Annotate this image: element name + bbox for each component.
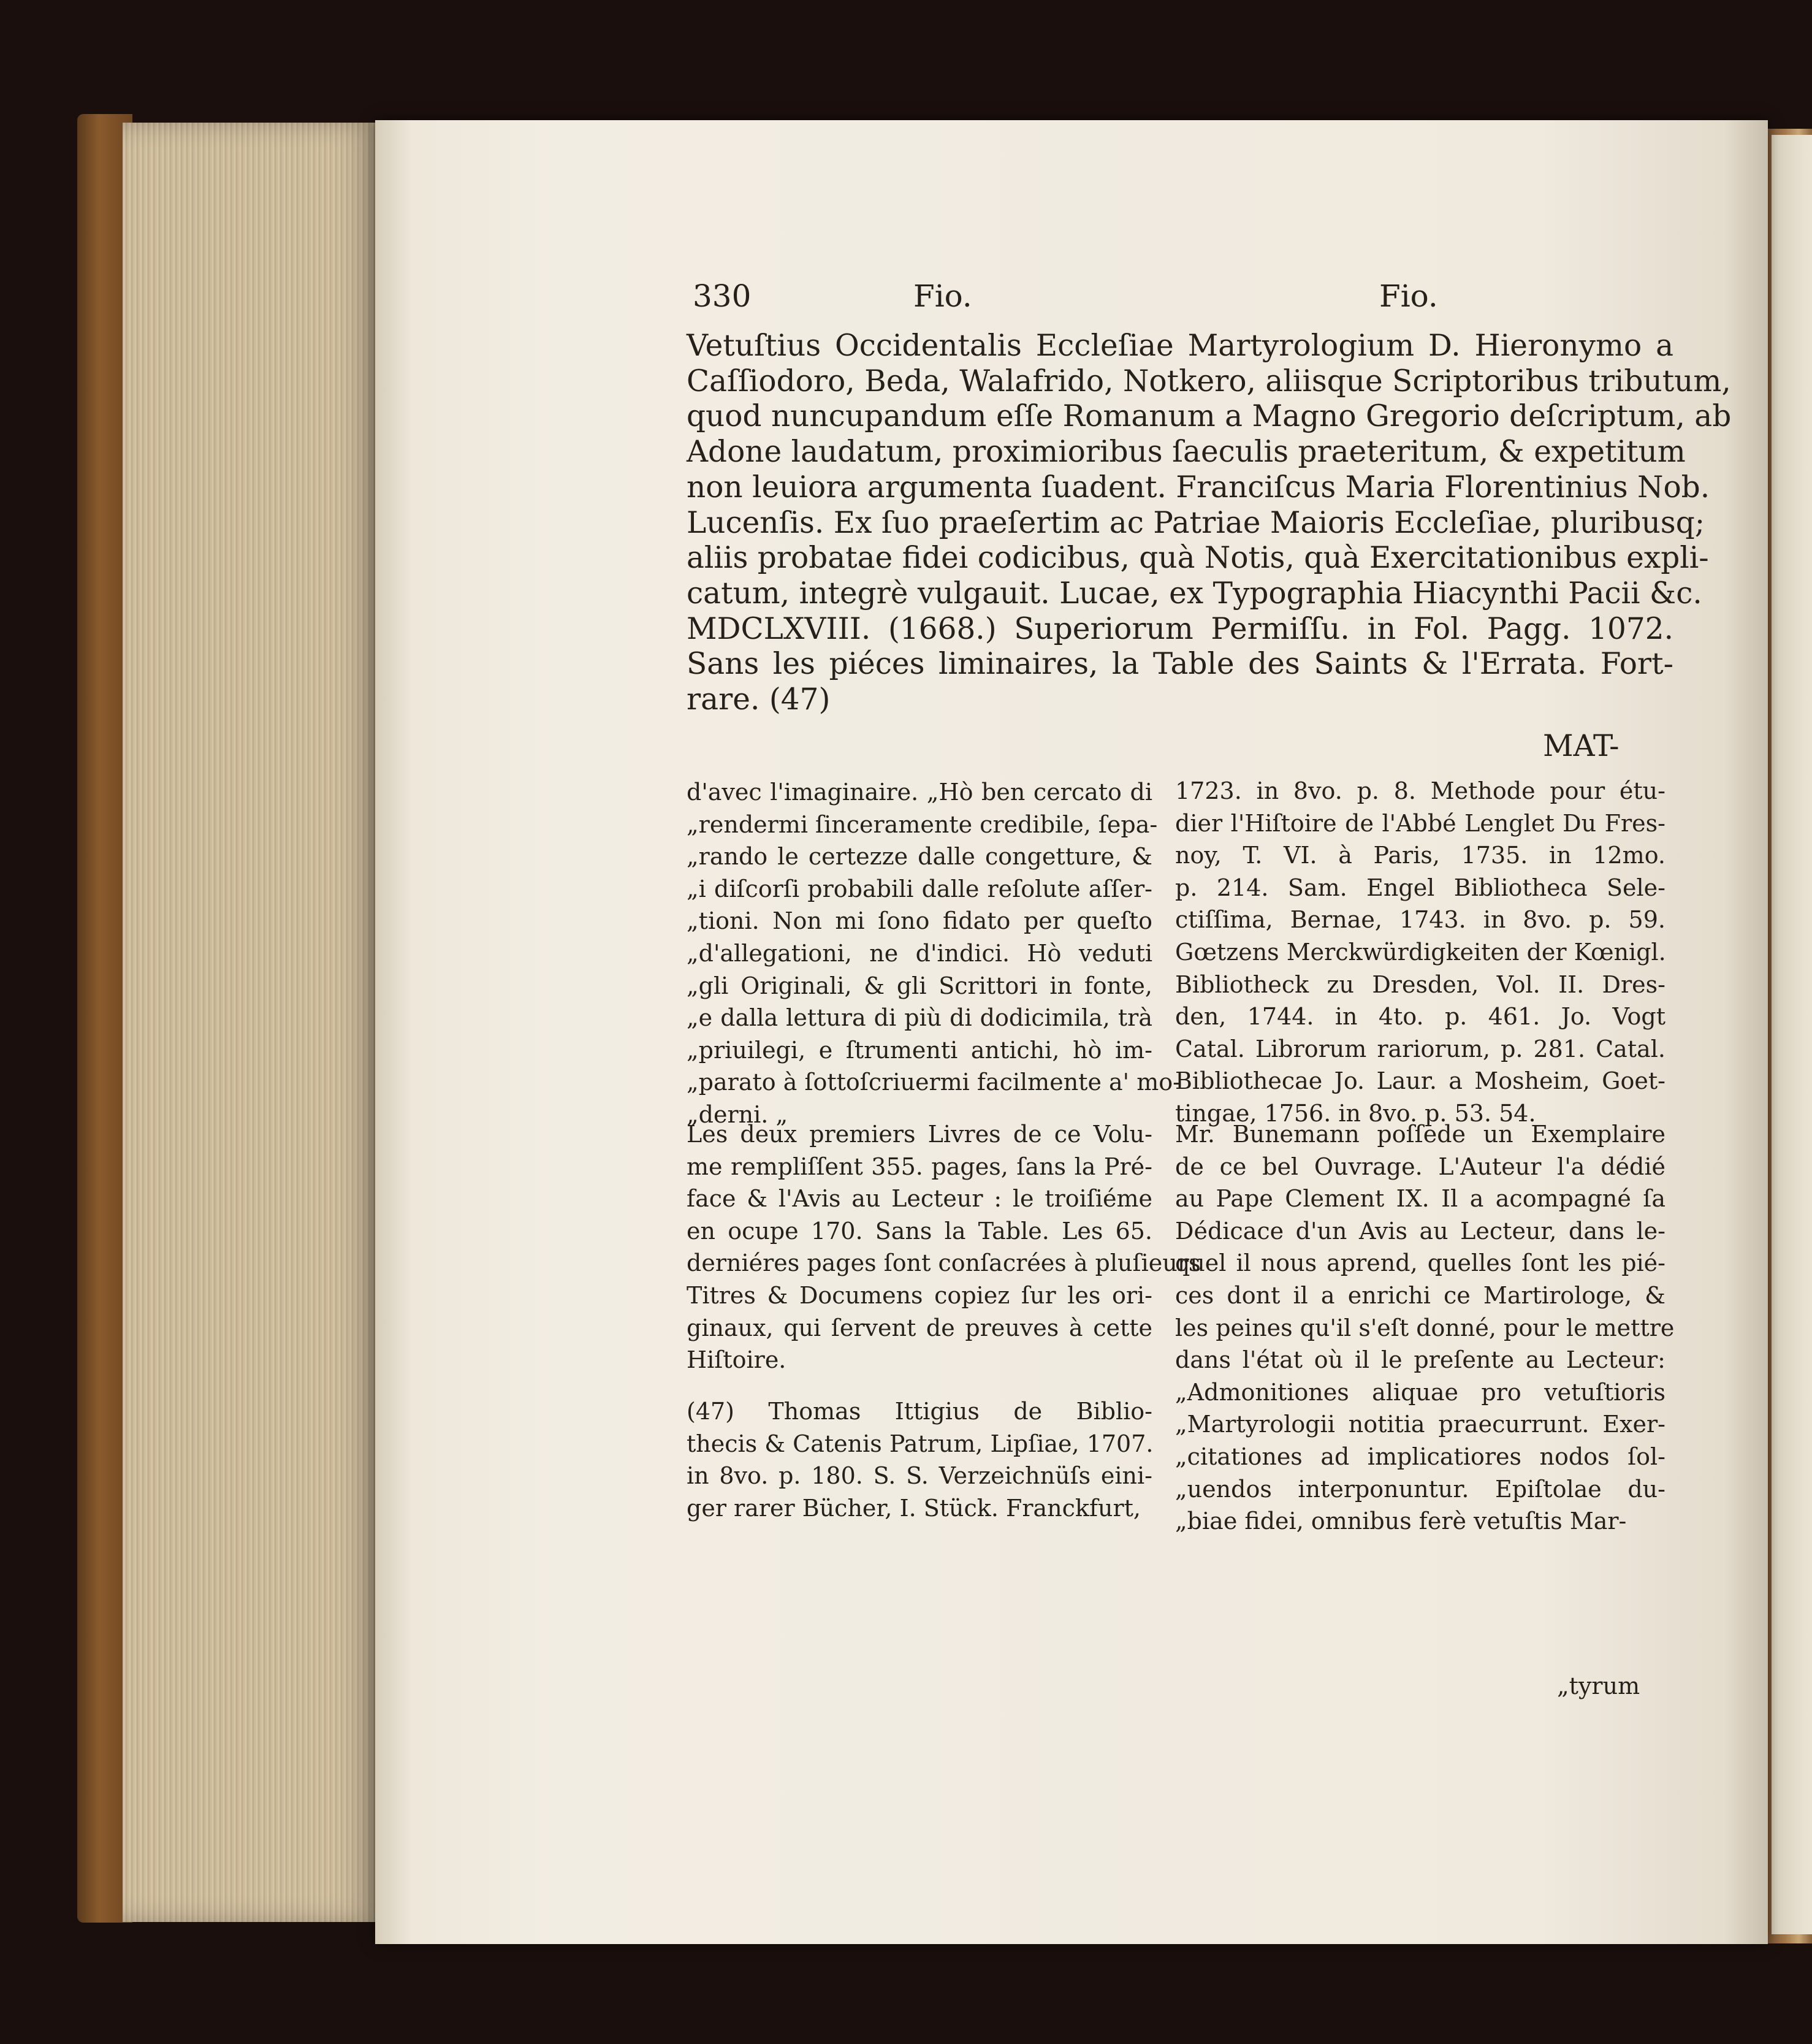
page-edges bbox=[123, 123, 380, 1922]
text-line: Hiſtoire. bbox=[687, 1346, 786, 1374]
text-line: dier l'Hiſtoire de l'Abbé Lenglet Du Fres- bbox=[1175, 809, 1665, 837]
text-line: p. 214. Sam. Engel Bibliotheca Sele- bbox=[1175, 874, 1665, 901]
text-line: Catal. Librorum rariorum, p. 281. Catal. bbox=[1175, 1035, 1665, 1062]
text-line: Vetuſtius Occidentalis Eccleſiae Martyrologium D. Hieronymo a bbox=[687, 329, 1673, 363]
catchword-right: „tyrum bbox=[1557, 1672, 1640, 1699]
text-line: quod nuncupandum eſſe Romanum a Magno Gregorio deſcriptum, ab bbox=[687, 399, 1732, 434]
text-line: Sans les piéces liminaires, la Table des Saints & l'Errata. Fort- bbox=[687, 647, 1673, 682]
text-line: en ocupe 170. Sans la Table. Les 65. bbox=[687, 1217, 1152, 1245]
text-line: Les deux premiers Livres de ce Volu- bbox=[687, 1121, 1152, 1148]
text-line: ginaux, qui ſervent de preuves à cette bbox=[687, 1314, 1152, 1341]
text-line: Caſſiodoro, Beda, Walafrido, Notkero, aliisque Scriptoribus tributum, bbox=[687, 364, 1731, 399]
text-line: me rempliſſent 355. pages, ſans la Pré- bbox=[687, 1153, 1152, 1180]
text-line: Bibliothecae Jo. Laur. a Mosheim, Goet- bbox=[1175, 1067, 1665, 1095]
text-line: „gli Originali, & gli Scrittori in fonte, bbox=[687, 972, 1152, 999]
text-line: „uendos interponuntur. Epiſtolae du- bbox=[1175, 1475, 1665, 1503]
text-line: ces dont il a enrichi ce Martirologe, & bbox=[1175, 1282, 1665, 1309]
facing-page-edge bbox=[1772, 135, 1812, 1934]
text-line: den, 1744. in 4to. p. 461. Jo. Vogt bbox=[1175, 1003, 1665, 1031]
text-line: „parato à ſottoſcriuermi facilmente a' mo- bbox=[687, 1069, 1181, 1096]
text-line: „tioni. Non mi ſono fidato per queſto bbox=[687, 907, 1152, 935]
text-line: „i diſcorſi probabili dalle reſolute aſſer- bbox=[687, 875, 1152, 902]
text-line: tingae, 1756. in 8vo. p. 53. 54. bbox=[1175, 1100, 1536, 1127]
text-line: „derni. „ bbox=[687, 1101, 788, 1128]
text-line: face & l'Avis au Lecteur : le troiſiéme bbox=[687, 1185, 1152, 1213]
text-line: quel il nous aprend, quelles ſont les pié- bbox=[1175, 1249, 1665, 1277]
text-line: (47) Thomas Ittigius de Biblio- bbox=[687, 1398, 1152, 1425]
text-line: de ce bel Ouvrage. L'Auteur l'a dédié bbox=[1175, 1153, 1665, 1180]
text-line: d'avec l'imaginaire. „Hò ben cercato di bbox=[687, 779, 1152, 806]
text-line: „e dalla lettura di più di dodicimila, trà bbox=[687, 1004, 1152, 1032]
text-line: les peines qu'il s'eſt donné, pour le mettre bbox=[1175, 1314, 1675, 1341]
text-line: Bibliotheck zu Dresden, Vol. II. Dres- bbox=[1175, 971, 1665, 998]
catchword-main: MAT- bbox=[1543, 729, 1620, 763]
text-line: 1723. in 8vo. p. 8. Methode pour étu- bbox=[1175, 777, 1665, 804]
text-line: ctiſſima, Bernae, 1743. in 8vo. p. 59. bbox=[1175, 906, 1665, 934]
text-line: catum, integrè vulgauit. Lucae, ex Typographia Hiacynthi Pacii &c. bbox=[687, 576, 1702, 611]
text-line: MDCLXVIII. (1668.) Superiorum Permiſſu. in Fol. Pagg. 1072. bbox=[687, 611, 1673, 646]
text-line: „rando le certezze dalle congetture, & bbox=[687, 843, 1152, 871]
book-page bbox=[375, 120, 1768, 1944]
text-line: „biae fidei, omnibus ferè vetuſtis Mar- bbox=[1175, 1508, 1627, 1535]
text-line: „Martyrologii notitia praecurrunt. Exer- bbox=[1175, 1411, 1665, 1438]
text-line: derniéres pages ſont conſacrées à pluſieurs bbox=[687, 1249, 1201, 1277]
text-line: Gœtzens Merckwürdigkeiten der Kœnigl. bbox=[1175, 939, 1666, 966]
text-line: „priuilegi, e ſtrumenti antichi, hò im- bbox=[687, 1036, 1152, 1064]
text-line: au Pape Clement IX. Il a acompagné ſa bbox=[1175, 1185, 1665, 1213]
text-line: aliis probatae fidei codicibus, quà Notis, quà Exercitationibus expli- bbox=[687, 541, 1709, 576]
text-line: „d'allegationi, ne d'indici. Hò veduti bbox=[687, 940, 1152, 967]
text-line: non leuiora argumenta ſuadent. Franciſcus Maria Florentinius Nob. bbox=[687, 470, 1710, 505]
text-line: Titres & Documens copiez ſur les ori- bbox=[687, 1282, 1152, 1309]
running-head-right: Fio. bbox=[1379, 278, 1438, 314]
text-line: Lucenſis. Ex ſuo praeſertim ac Patriae Maioris Eccleſiae, pluribusq; bbox=[687, 505, 1705, 540]
text-line: rare. (47) bbox=[687, 682, 831, 717]
text-line: „rendermi ſinceramente credibile, ſepa- bbox=[687, 810, 1158, 838]
text-line: dans l'état où il le preſente au Lecteur: bbox=[1175, 1346, 1665, 1374]
text-line: Adone laudatum, proximioribus ſaeculis praeteritum, & expetitum bbox=[687, 435, 1686, 470]
text-line: thecis & Catenis Patrum, Lipſiae, 1707. bbox=[687, 1430, 1154, 1457]
text-line: in 8vo. p. 180. S. S. Verzeichnüſs eini- bbox=[687, 1462, 1152, 1490]
text-line: „Admonitiones aliquae pro vetuſtioris bbox=[1175, 1378, 1665, 1406]
text-line: „citationes ad implicatiores nodos ſol- bbox=[1175, 1443, 1665, 1470]
text-line: noy, T. VI. à Paris, 1735. in 12mo. bbox=[1175, 842, 1665, 869]
page-number: 330 bbox=[693, 278, 752, 314]
text-line: ger rarer Bücher, I. Stück. Franckfurt, bbox=[687, 1494, 1141, 1522]
text-line: Mr. Bunemann poſſede un Exemplaire bbox=[1175, 1121, 1665, 1148]
running-head-left: Fio. bbox=[913, 278, 972, 314]
text-line: Dédicace d'un Avis au Lecteur, dans le- bbox=[1175, 1217, 1665, 1245]
